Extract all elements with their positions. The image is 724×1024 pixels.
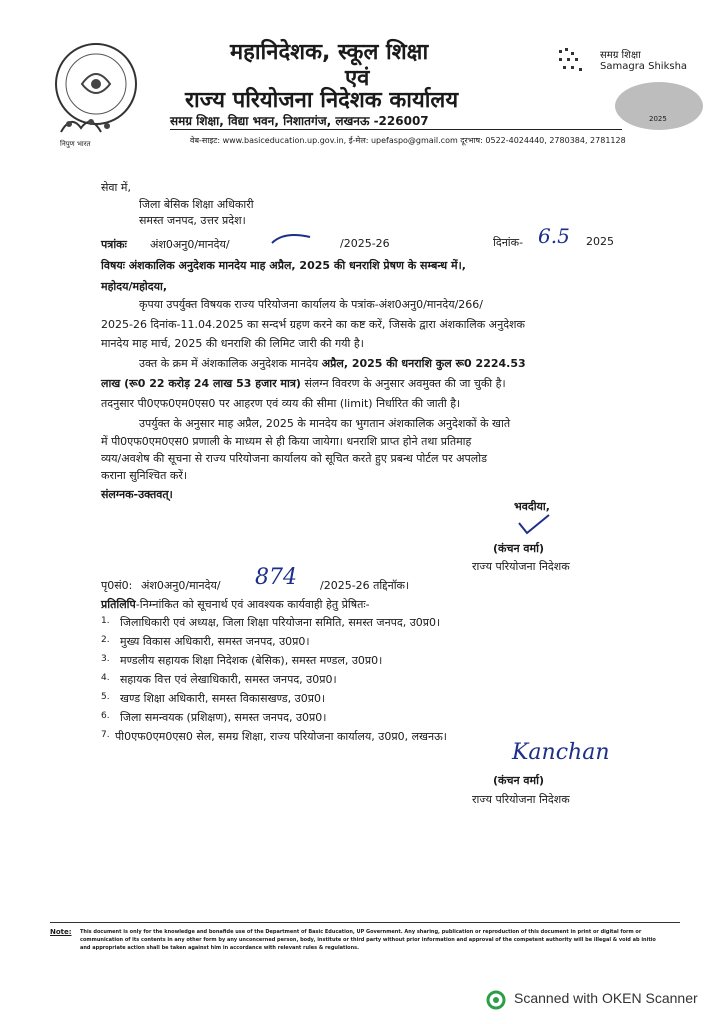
- ref-label: पत्रांकः: [101, 238, 127, 251]
- para3-line4: कराना सुनिश्चित करें।: [101, 469, 188, 482]
- para2-line3: तदनुसार पी0एफ0एम0एस0 पर आहरण एवं व्यय की सीमा (limit) निर्धारित की जाती है।: [101, 397, 461, 410]
- copy-signature: Kanchan: [512, 740, 610, 765]
- header-title-line3: राज्य परियोजना निदेशक कार्यालय: [185, 88, 459, 113]
- para1-line3: मानदेय माह मार्च, 2025 की धनराशि की लिमिट जारी की गयी है।: [101, 337, 364, 350]
- signatory-name: (कंचन वर्मा): [493, 542, 544, 555]
- para2-line1-start: उक्त के क्रम में अंशकालिक अनुदेशक मानदेय: [139, 357, 322, 370]
- date-label: दिनांक-: [493, 236, 524, 249]
- emblem-image: 2025: [615, 82, 703, 130]
- copy-signatory-title: राज्य परियोजना निदेशक: [472, 793, 570, 806]
- footer-divider: [50, 922, 680, 923]
- copy-item-num: 6.: [101, 711, 110, 721]
- para1-line1: कृपया उपर्युक्त विषयक राज्य परियोजना कार्यालय के पत्रांक-अंश0अनु0/मानदेय/266/: [139, 298, 483, 311]
- note-label: Note:: [50, 928, 72, 936]
- scanner-watermark: Scanned with OKEN Scanner: [514, 990, 698, 1006]
- para1-line2: 2025-26 दिनांक-11.04.2025 का सन्दर्भ ग्रहण करने का कष्ट करें, जिसके द्वारा अंशकालिक अनुदेशक: [101, 318, 525, 331]
- copy-item-text: सहायक वित्त एवं लेखाधिकारी, समस्त जनपद, उ0प्र0।: [120, 673, 337, 686]
- para3-line1: उपर्युक्त के अनुसार माह अप्रैल, 2025 के मानदेय का भुगतान अंशकालिक अनुदेशकों के खाते: [139, 417, 511, 430]
- copy-signatory-name: (कंचन वर्मा): [493, 774, 544, 787]
- copy-item-num: 4.: [101, 673, 110, 683]
- para2-line2: [101, 376, 506, 391]
- header-divider: [170, 129, 622, 130]
- para2-line1-amount: अप्रैल, 2025 की धनराशि कुल रू0 2224.53: [321, 357, 526, 370]
- to-label: सेवा में,: [101, 181, 131, 194]
- copy-item-text: जिलाधिकारी एवं अध्यक्ष, जिला शिक्षा परियोजना समिति, समस्त जनपद, उ0प्र0।: [120, 616, 441, 629]
- copy-item-text: खण्ड शिक्षा अधिकारी, समस्त विकासखण्ड, उ0प्र0।: [120, 692, 326, 705]
- para2-line2-rest: संलग्न विवरण के अनुसार अवमुक्त की जा चुकी है।: [300, 377, 506, 390]
- header-title-line1: महानिदेशक, स्कूल शिक्षा: [230, 40, 429, 65]
- scanner-logo-icon: [486, 990, 506, 1010]
- to-line2: समस्त जनपद, उत्तर प्रदेश।: [139, 214, 246, 227]
- salutation: महोदय/महोदया,: [101, 280, 168, 293]
- samagra-hindi-label: समग्र शिक्षा: [600, 50, 641, 61]
- para3-line2: में पी0एफ0एम0एस0 प्रणाली के माध्यम से ही किया जायेगा। धनराशि प्राप्त होने तथा प्रतिमाह: [101, 435, 472, 448]
- copy-intro: [101, 597, 370, 612]
- copy-item-num: 1.: [101, 616, 110, 626]
- note-text: This document is only for the knowledge and bonafide use of the Department of Basic Education, UP Government. Any sharing, publication or reproduction of this document in print or digital form or communication of its contents in any other form by any unconcerned person, body, institute or third party without prior information and approval of the competent authority will be illegal & void ab initio and appropriate action shall be taken against him in accordance with relevant rules & regulations.: [80, 929, 656, 951]
- copy-item-num: 3.: [101, 654, 110, 664]
- para3-line3: व्यय/अवशेष की सूचना से राज्य परियोजना कार्यालय को सूचित करते हुए प्रबन्ध पोर्टल पर अपलोड: [101, 452, 487, 465]
- header-address: समग्र शिक्षा, विद्या भवन, निशातगंज, लखनऊ -226007: [170, 114, 429, 128]
- date-handwritten: 6.5: [538, 224, 570, 248]
- copy-item-num: 2.: [101, 635, 110, 645]
- para2-line1: [139, 356, 526, 371]
- closing-text: भवदीया,: [514, 500, 550, 513]
- copy-item-text: मण्डलीय सहायक शिक्षा निदेशक (बेसिक), समस्त मण्डल, उ0प्र0।: [120, 654, 383, 667]
- copy-ref-label: पृ0सं0:: [101, 579, 133, 592]
- subject-line: विषयः अंशकालिक अनुदेशक मानदेय माह अप्रैल, 2025 की धनराशि प्रेषण के सम्बन्ध में।,: [101, 259, 466, 272]
- copy-item-num: 7.: [101, 730, 110, 740]
- copy-ref-value: अंश0अनु0/मानदेय/: [141, 579, 221, 592]
- ref-value: अंश0अनु0/मानदेय/: [150, 238, 230, 251]
- copy-intro-text: -निम्नांकित को सूचनार्थ एवं आवश्यक कार्यवाही हेतु प्रेषितः-: [135, 598, 370, 611]
- header-contact: वेब-साइट: www.basiceducation.up.gov.in, ई-मेल: upefaspo@gmail.com दूरभाष: 0522-4024440, 2780384, 2781128: [190, 136, 626, 145]
- signature-mark: [515, 513, 555, 535]
- ref-year: /2025-26: [340, 237, 390, 250]
- copy-intro-label: प्रतिलिपि: [101, 598, 136, 611]
- para2-line2-amount-words: लाख (रू0 22 करोड़ 24 लाख 53 हजार मात्र): [101, 377, 301, 390]
- samagra-shiksha-logo: [555, 46, 595, 76]
- enclosure-label: संलग्नक-उक्तवत्।: [101, 488, 173, 501]
- nipun-bharat-logo: [55, 112, 120, 140]
- copy-item-text: पी0एफ0एम0एस0 सेल, समग्र शिक्षा, राज्य परियोजना कार्यालय, उ0प्र0, लखनऊ।: [115, 730, 447, 743]
- ref-handwritten-mark: [270, 232, 320, 246]
- copy-item-text: मुख्य विकास अधिकारी, समस्त जनपद, उ0प्र0।: [120, 635, 310, 648]
- to-line1: जिला बेसिक शिक्षा अधिकारी: [139, 198, 254, 211]
- signatory-title: राज्य परियोजना निदेशक: [472, 560, 570, 573]
- copy-item-text: जिला समन्वयक (प्रशिक्षण), समस्त जनपद, उ0प्र0।: [120, 711, 327, 724]
- nipun-bharat-caption: निपुण भारत: [60, 140, 91, 148]
- samagra-english-label: Samagra Shiksha: [600, 61, 688, 72]
- copy-ref-handwritten: 874: [255, 565, 297, 590]
- header-title-line2: एवं: [345, 66, 370, 91]
- date-year: 2025: [586, 235, 614, 248]
- copy-item-num: 5.: [101, 692, 110, 702]
- copy-ref-suffix: /2025-26 तद्दिनॉक।: [320, 579, 410, 592]
